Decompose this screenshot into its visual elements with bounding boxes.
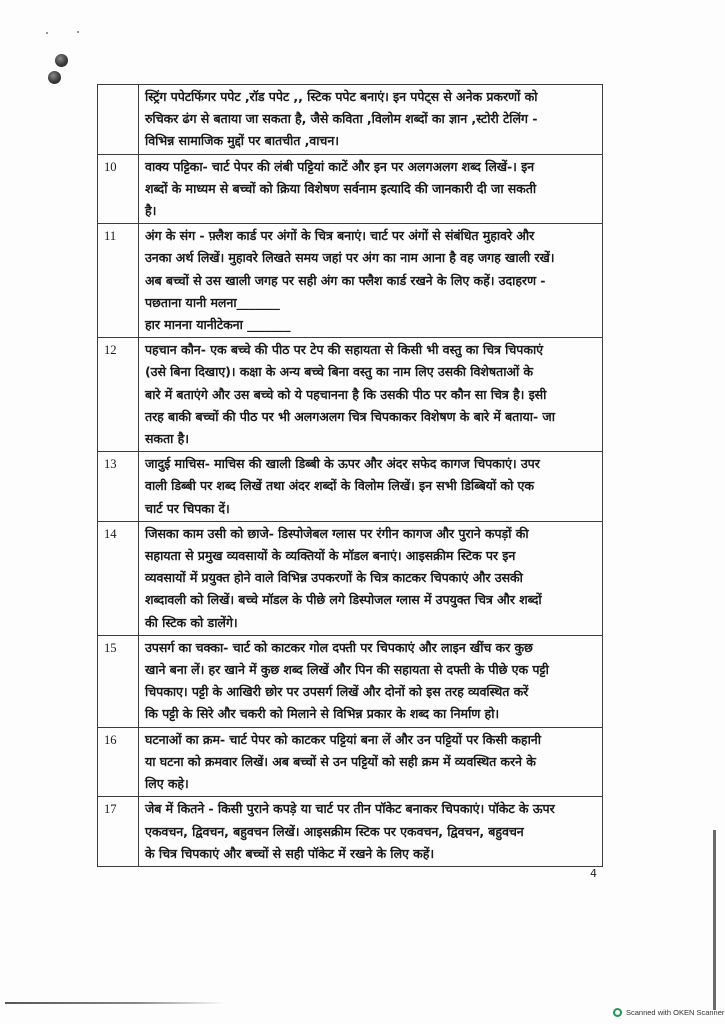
- description-line: कि पट्टी के सिरे और चकरी को मिलाने से विभिन्न प्रकार के शब्द का निर्माण हो।: [145, 706, 500, 722]
- description-line: की स्टिक को डालेंगे।: [145, 614, 238, 630]
- description-line: विभिन्न सामाजिक मुद्दों पर बातचीत ,वाचन।: [145, 133, 339, 149]
- row-number: 15: [98, 635, 139, 727]
- description-line: सकता है।: [145, 431, 189, 447]
- description-line: तरह बाकी बच्चों की पीठ पर भी अलगअलग चित्र चिपकाकर विशेषण के बारे में बताया- जा: [145, 408, 555, 424]
- table-row: [98, 797, 603, 867]
- description-line: पहचान कौन- एक बच्चे की पीठ पर टेप की सहायता से किसी भी वस्तु का चित्र चिपकाएं: [145, 342, 544, 358]
- right-edge-line: [713, 830, 716, 1010]
- row-number: 12: [98, 338, 139, 452]
- description-line: खाने बना लें। हर खाने में कुछ शब्द लिखें और पिन की सहायता से दफ्ती के पीछे एक पट्टी: [145, 662, 549, 678]
- row-number: 11: [98, 224, 139, 338]
- table-row: [98, 154, 603, 224]
- description-line: पछताना यानी मलना_______: [145, 294, 280, 310]
- activity-description: [139, 85, 603, 155]
- description-line: लिए कहे।: [145, 776, 189, 792]
- table-row: [98, 727, 603, 797]
- description-line: रुचिकर ढंग से बताया जा सकता है, जैसे कविता ,विलोम शब्दों का ज्ञान ,स्टोरी टेलिंग -: [145, 111, 538, 127]
- activity-description: [139, 452, 603, 522]
- row-number: 17: [98, 797, 139, 867]
- row-number: 16: [98, 727, 139, 797]
- row-number: [98, 85, 139, 155]
- scan-speck: [77, 31, 79, 33]
- description-line: स्ट्रिंग पपेटफिंगर पपेट ,रॉड पपेट ,, स्टिक पपेट बनाएं। इन पपेट्स से अनेक प्रकरणों को: [145, 89, 538, 104]
- description-line: शब्दों के माध्यम से बच्चों को क्रिया विशेषण सर्वनाम इत्यादि की जानकारी दी जा सकती: [145, 180, 537, 196]
- bottom-edge-line: [5, 1002, 225, 1004]
- activity-description: [139, 154, 603, 224]
- activity-description: [139, 797, 603, 867]
- table-row: [98, 224, 603, 338]
- description-line: उपसर्ग का चक्का- चार्ट को काटकर गोल दफ्ती पर चिपकाएं और लाइन खींच कर कुछ: [145, 639, 533, 655]
- description-line: है।: [145, 203, 157, 219]
- row-number: 13: [98, 452, 139, 522]
- punch-hole-icon: [55, 54, 68, 67]
- activity-description: [139, 521, 603, 635]
- row-number: 10: [98, 154, 139, 224]
- scanner-watermark-text: Scanned with OKEN Scanner: [626, 1008, 725, 1017]
- description-line: एकवचन, द्विवचन, बहुवचन लिखें। आइसक्रीम स्टिक पर एकवचन, द्विवचन, बहुवचन: [145, 823, 524, 839]
- activity-description: [139, 635, 603, 727]
- description-line: वाक्य पट्टिका- चार्ट पेपर की लंबी पट्टियां काटें और इन पर अलगअलग शब्द लिखें-। इन: [145, 158, 535, 174]
- description-line: बारे में बताएंगे और उस बच्चे को ये पहचानना है कि उसकी पीठ पर कौन सा चित्र है। इसी: [145, 386, 547, 402]
- description-line: जेब में कितने - किसी पुराने कपड़े या चार्ट पर तीन पॉकेट बनाकर चिपकाएं। पॉकेट के ऊपर: [145, 801, 555, 817]
- description-line: व्यवसायों में प्रयुक्त होने वाले विभिन्न उपकरणों के चित्र काटकर चिपकाएं और उसकी: [145, 570, 523, 586]
- oken-scanner-logo-icon: [613, 1008, 622, 1017]
- table-row: [98, 635, 603, 727]
- description-line: चिपकाए। पट्टी के आखिरी छोर पर उपसर्ग लिखें और दोनों को इस तरह व्यवस्थित करें: [145, 684, 529, 700]
- description-line: हार मानना यानीटेकना _______: [145, 317, 291, 333]
- description-line: वाली डिब्बी पर शब्द लिखें तथा अंदर शब्दों के विलोम लिखें। इन सभी डिब्बियों को एक: [145, 478, 534, 494]
- activity-table-body: [98, 85, 603, 867]
- table-row: [98, 85, 603, 155]
- description-line: अब बच्चों से उस खाली जगह पर सही अंग का फ्लैश कार्ड रखने के लिए कहें। उदाहरण -: [145, 272, 546, 288]
- description-line: सहायता से प्रमुख व्यवसायों के व्यक्तियों के मॉडल बनाएं। आइसक्रीम स्टिक पर इन: [145, 548, 516, 564]
- description-line: उनका अर्थ लिखें। मुहावरे लिखते समय जहां पर अंग का नाम आना है वह जगह खाली रखें।: [145, 250, 555, 266]
- description-line: जिसका काम उसी को छाजे- डिस्पोजेबल ग्लास पर रंगीन कागज और पुराने कपड़ों की: [145, 525, 529, 541]
- activity-description: [139, 224, 603, 338]
- activity-table: [97, 84, 603, 867]
- table-row: [98, 338, 603, 452]
- punch-hole-icon: [48, 71, 61, 84]
- description-line: चार्ट पर चिपका दें।: [145, 500, 230, 516]
- description-line: या घटना को क्रमवार लिखें। अब बच्चों से उन पट्टियों को सही क्रम में व्यवस्थित करने के: [145, 753, 536, 769]
- description-line: जादुई माचिस- माचिस की खाली डिब्बी के ऊपर और अंदर सफेद कागज चिपकाएं। उपर: [145, 456, 540, 472]
- description-line: के चित्र चिपकाएं और बच्चों से सही पॉकेट में रखने के लिए कहें।: [145, 845, 434, 861]
- description-line: अंग के संग - फ़्लैश कार्ड पर अंगों के चित्र बनाएं। चार्ट पर अंगों से संबंधित मुहावरे और: [145, 228, 535, 244]
- table-row: [98, 452, 603, 522]
- table-row: [98, 521, 603, 635]
- scanner-watermark: [613, 1008, 724, 1017]
- page-number: 4: [590, 867, 597, 880]
- scan-speck: [46, 32, 48, 34]
- description-line: घटनाओं का क्रम- चार्ट पेपर को काटकर पट्टियां बना लें और उन पट्टियों पर किसी कहानी: [145, 731, 541, 747]
- description-line: शब्दावली को लिखें। बच्चे मॉडल के पीछे लगे डिस्पोजल ग्लास में उपयुक्त चित्र और शब्दों: [145, 592, 542, 608]
- activity-description: [139, 727, 603, 797]
- activity-description: [139, 338, 603, 452]
- description-line: (उसे बिना दिखाए)। कक्षा के अन्य बच्चे बिना वस्तु का नाम लिए उसकी विशेषताओं के: [145, 364, 533, 380]
- row-number: 14: [98, 521, 139, 635]
